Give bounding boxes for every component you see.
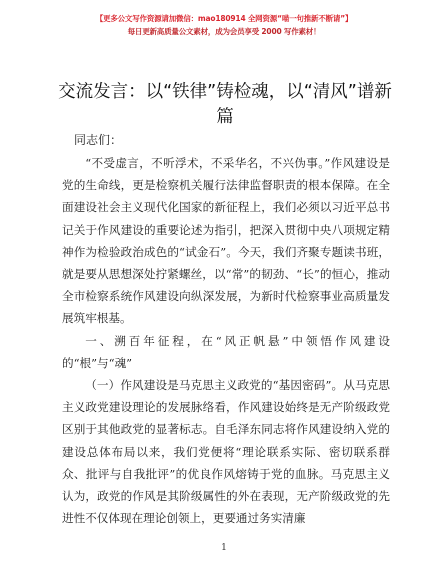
banner-line-1: 【更多公文写作资源请加微信：mao180914 全网资源“喵一句推新不断请”】 [95, 14, 353, 23]
subsection-heading: （一）作风建设是马克思主义政党的“基因密码”。 [85, 378, 344, 393]
subsection-text: 从马克思主义政党建设理论的发展脉络看，作风建设始终是无产阶级政党区别于其他政党的显著标志。自毛泽东同志将作风建设纳入党的建设总体布局以来，我们党便将“理论联系实际、密切联系群众、批评与自我批评”的优良作风熔铸于党的血脉。马克思主义认为，政党的作风是其阶级属性的外在表现，无产阶级政党的先进性不仅体现在理论创领上，更要通过务实清廉 [62, 378, 390, 526]
promo-banner [0, 12, 448, 38]
document-title: 交流发言：以“铁律”铸检魂，以“清风”谱新篇 [58, 82, 392, 127]
greeting: 同志们： [74, 133, 123, 147]
page-number: 1 [221, 543, 227, 553]
subsection-paragraph [62, 374, 390, 529]
intro-paragraph: “不受虚言，不听浮术，不采华名，不兴伪事。”作风建设是党的生命线，更是检察机关履行法律监督职责的根本保障。在全面建设社会主义现代化国家的新征程上，我们必须以习近平总书记关于作风建设的重要论述为指引，把深入贯彻中央八项规定精神作为检验政治成色的“试金石”。今天，我们齐聚专题读书班，就是要从思想深处拧紧螺丝，以“常”的韧劲、“长”的恒心，推动全市检察系统作风建设向纵深发展，为新时代检察事业高质量发展筑牢根基。 [62, 156, 390, 326]
banner-line-2: 每日更新高质量公文素材，成为会员享受 2000 写作素材！ [127, 27, 321, 36]
document-body [62, 152, 390, 529]
section-heading: 一、溯百年征程，在“风正帆悬”中领悟作风建设的“根”与“魂” [62, 333, 390, 370]
